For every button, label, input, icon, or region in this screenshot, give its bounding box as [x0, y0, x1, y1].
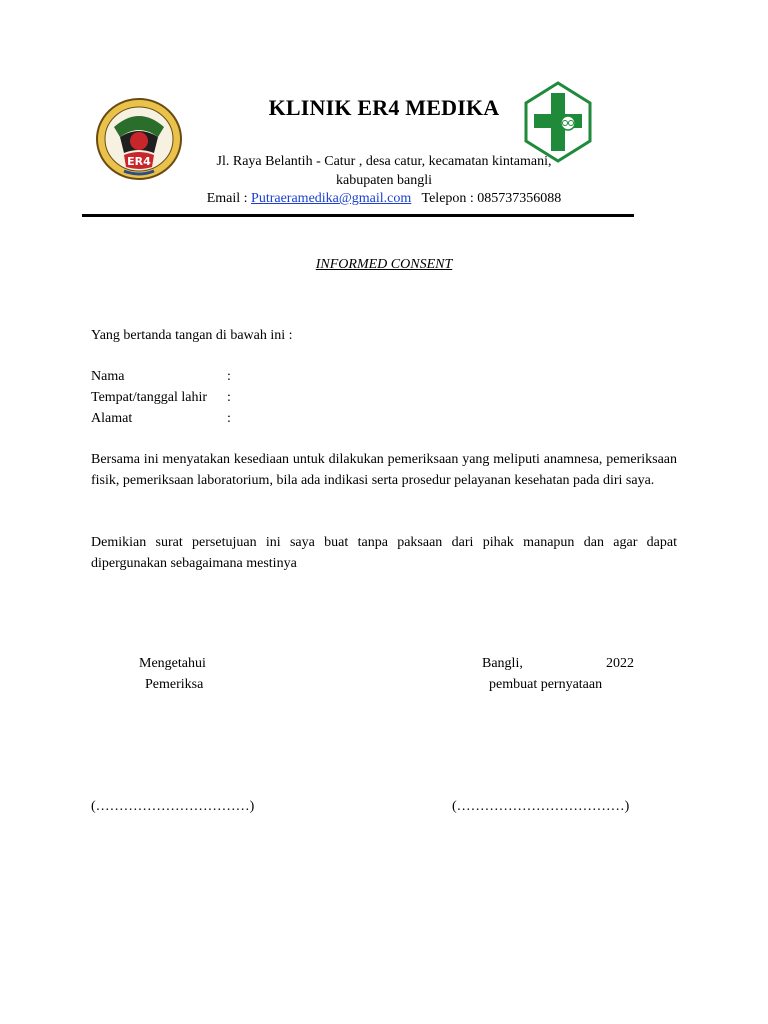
field-colon-tempat-tanggal-lahir: :: [227, 390, 231, 405]
contact-line: [0, 191, 768, 207]
field-colon-nama: :: [227, 369, 231, 384]
signature-right-year: 2022: [606, 656, 634, 671]
logo-left-text: ER4: [127, 155, 151, 168]
address-line-2: kabupaten bangli: [335, 173, 433, 188]
phone-text: Telepon : 085737356088: [421, 191, 562, 206]
closing-paragraph: Demikian surat persetujuan ini saya buat tanpa paksaan dari pihak manapun dan agar dapat dipergunakan sebagaimana mestinya: [91, 535, 677, 571]
intro-text: Yang bertanda tangan di bawah ini :: [91, 328, 293, 343]
signature-left-placeholder: (……………………………): [91, 799, 255, 814]
signature-right-place: Bangli,: [482, 656, 523, 671]
field-label-alamat: Alamat: [91, 411, 133, 426]
medical-cross-logo: [524, 81, 592, 163]
field-colon-alamat: :: [227, 411, 231, 426]
spacer: [411, 191, 421, 206]
signature-right-placeholder: (………………………………): [452, 799, 630, 814]
address-line-1: Jl. Raya Belantih - Catur , desa catur, kecamatan kintamani,: [216, 154, 552, 169]
signature-right-role: pembuat pernyataan: [489, 677, 603, 692]
email-label: Email :: [206, 191, 252, 206]
field-label-nama: Nama: [91, 369, 125, 384]
signature-left-heading: Mengetahui: [139, 656, 206, 671]
field-label-tempat-tanggal-lahir: Tempat/tanggal lahir: [91, 390, 208, 405]
document-title: INFORMED CONSENT: [315, 257, 453, 272]
clinic-name: KLINIK ER4 MEDIKA: [268, 95, 500, 120]
email-link[interactable]: Putraeramedika@gmail.com: [251, 191, 412, 206]
consent-paragraph: Bersama ini menyatakan kesediaan untuk dilakukan pemeriksaan yang meliputi anamnesa, pemeriksaan fisik, pemeriksaan laboratorium, bila ada indikasi serta prosedur pelayanan kesehatan pada diri saya.: [91, 452, 677, 488]
header-divider: [82, 214, 634, 217]
signature-left-role: Pemeriksa: [145, 677, 204, 692]
